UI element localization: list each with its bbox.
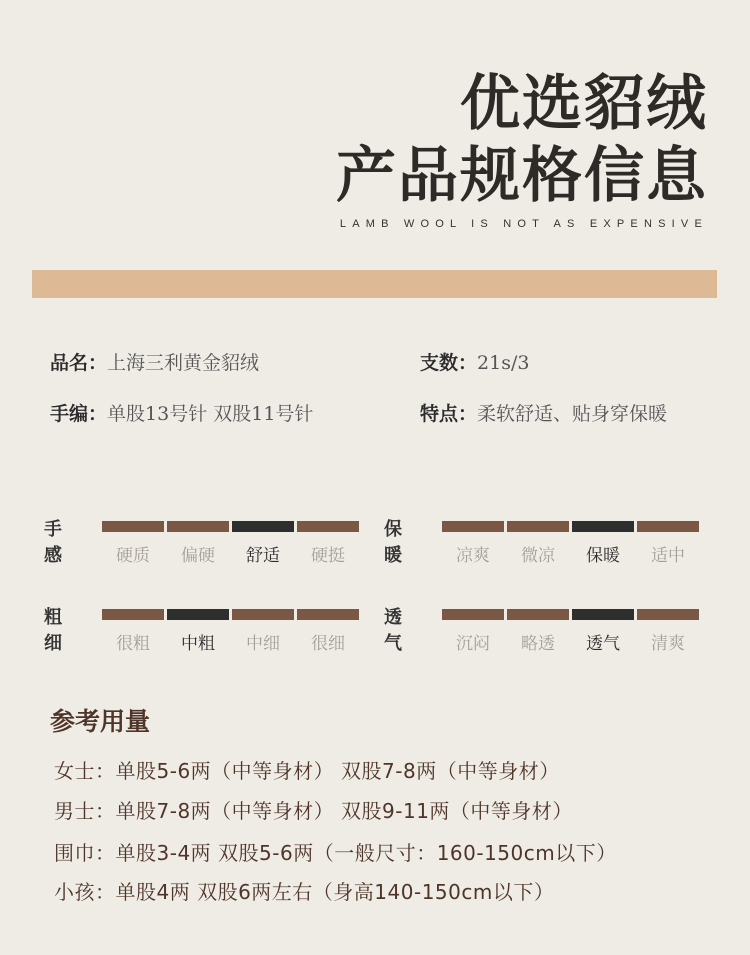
scale-option-label: 偏硬 <box>181 546 215 566</box>
spec-name-value: 上海三利黄金貂绒 <box>107 352 260 374</box>
scale-bar-segment <box>442 609 504 620</box>
scale-option-label: 略透 <box>521 634 555 654</box>
spec-feature <box>420 401 667 427</box>
scale-option-label: 硬挺 <box>311 546 345 566</box>
scale-bar-segment <box>637 609 699 620</box>
scale-option-label: 硬质 <box>116 546 150 566</box>
spec-knit-value: 单股13号针 双股11号针 <box>107 403 314 425</box>
spec-knit <box>50 401 313 427</box>
scale-option-label: 很粗 <box>116 634 150 654</box>
title-block <box>336 68 708 230</box>
usage-title: 参考用量 <box>50 707 151 736</box>
spec-name <box>50 350 259 376</box>
scale-bar-segment <box>297 609 359 620</box>
scale-option-label: 微凉 <box>521 546 555 566</box>
scale-option-label: 舒适 <box>246 546 280 566</box>
scale-option-label: 保暖 <box>586 546 620 566</box>
spec-count <box>420 350 529 376</box>
scale-bar-segment <box>167 609 229 620</box>
scale-option-label: 中粗 <box>181 634 215 654</box>
scale-label: 手感 <box>44 519 62 566</box>
spec-feature-value: 柔软舒适、贴身穿保暖 <box>477 403 668 425</box>
scale-label: 粗细 <box>44 607 62 654</box>
scale-option-label: 清爽 <box>651 634 685 654</box>
scale-option-label: 透气 <box>586 634 620 654</box>
spec-feature-key: 特点： <box>420 403 478 425</box>
scale-bar-segment <box>232 521 294 532</box>
scale-bar-segment <box>572 609 634 620</box>
scale-option-label: 中细 <box>246 634 280 654</box>
scale-bar-segment <box>442 521 504 532</box>
usage-line-scarf: 围巾：单股3-4两 双股5-6两（一般尺寸：160-150cm以下） <box>54 841 617 865</box>
scale-bar-segment <box>102 609 164 620</box>
scale-bar-segment <box>232 609 294 620</box>
scale-label: 保暖 <box>384 519 402 566</box>
spec-count-key: 支数： <box>420 352 478 374</box>
scale-label: 透气 <box>384 607 402 654</box>
scale-option-label: 很细 <box>311 634 345 654</box>
spec-name-key: 品名： <box>50 352 108 374</box>
scale-bar-segment <box>507 609 569 620</box>
scale-bar-segment <box>167 521 229 532</box>
scale-option-label: 沉闷 <box>456 634 490 654</box>
page-title-line-1: 优选貂绒 <box>460 69 708 139</box>
page-title-line-2: 产品规格信息 <box>336 141 708 211</box>
scale-bar-segment <box>507 521 569 532</box>
scale-bar-segment <box>297 521 359 532</box>
scale-option-label: 凉爽 <box>456 546 490 566</box>
scale-option-label: 适中 <box>651 546 685 566</box>
usage-line-kids: 小孩：单股4两 双股6两左右（身高140-150cm以下） <box>54 880 555 904</box>
spec-knit-key: 手编： <box>50 403 108 425</box>
spec-count-value: 21s/3 <box>477 352 530 374</box>
scale-bar-segment <box>102 521 164 532</box>
page-subtitle: LAMB WOOL IS NOT AS EXPENSIVE <box>339 218 708 230</box>
usage-line-men: 男士：单股7-8两（中等身材） 双股9-11两（中等身材） <box>54 799 573 823</box>
usage-line-women: 女士：单股5-6两（中等身材） 双股7-8两（中等身材） <box>54 759 560 783</box>
divider-band <box>32 270 717 298</box>
scale-bar-segment <box>637 521 699 532</box>
scale-bar-segment <box>572 521 634 532</box>
